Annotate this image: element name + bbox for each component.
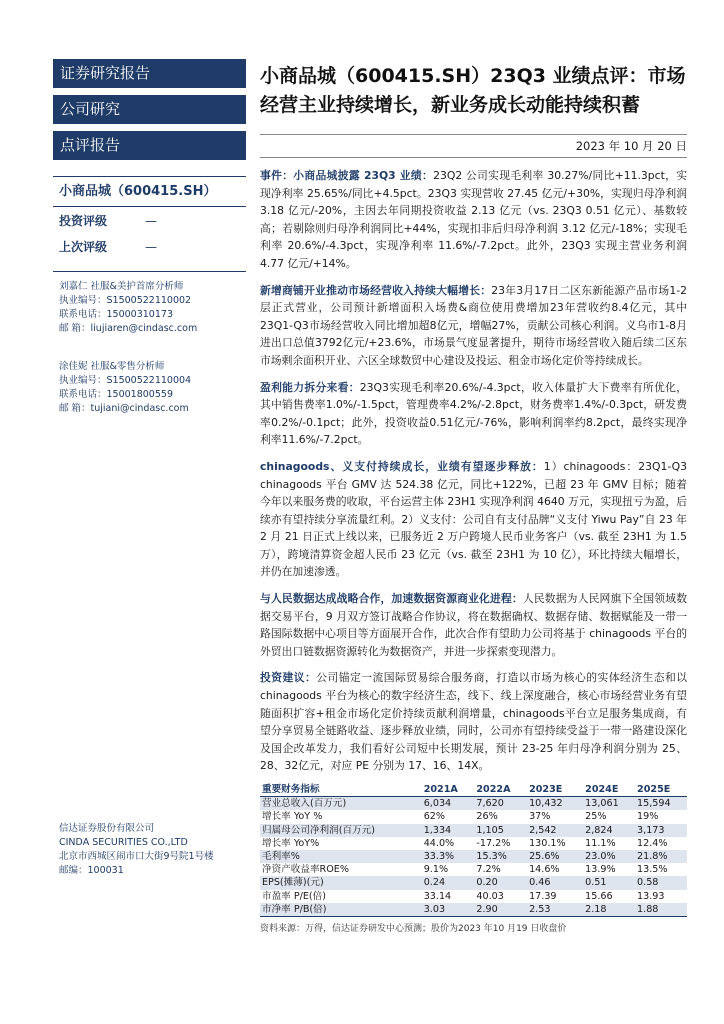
firm-name-en: CINDA SECURITIES CO.,LTD — [59, 837, 188, 848]
table-header-cell: 2025E — [635, 783, 687, 797]
table-cell: 23.0% — [583, 850, 635, 863]
table-cell: 1,334 — [422, 824, 475, 837]
research-type-label: 公司研究 — [53, 95, 246, 124]
firm-address: 北京市西城区闹市口大街9号院1号楼 — [59, 851, 214, 862]
paragraph-heading: 投资建议： — [260, 671, 317, 685]
table-cell: 增长率 YoY% — [262, 837, 320, 849]
table-cell: 2,824 — [583, 824, 635, 837]
firm-postcode: 邮编：100031 — [59, 865, 124, 876]
paragraph-heading: 盈利能力拆分来看： — [260, 380, 360, 394]
table-row — [260, 876, 687, 889]
table-cell: 11.1% — [585, 837, 616, 849]
table-cell: 归属母公司净利润(百万元) — [260, 824, 422, 837]
table-cell: 37% — [529, 811, 551, 823]
analyst-2-email: 邮 箱：tujiani@cindasc.com — [59, 403, 189, 414]
table-row — [260, 824, 687, 837]
paragraph-event — [260, 167, 687, 273]
table-cell: 13.93 — [637, 890, 665, 902]
table-header-cell: 2021A — [422, 783, 475, 797]
table-cell: 10,432 — [527, 797, 583, 811]
firm-info — [59, 822, 214, 878]
paragraph-profitability — [260, 379, 687, 449]
table-cell: 13.9% — [585, 864, 616, 876]
table-cell: 14.6% — [529, 864, 560, 876]
table-cell: 13,061 — [583, 797, 635, 811]
company-name: 小商品城（600415.SH） — [53, 176, 246, 207]
table-cell: 3,173 — [635, 824, 687, 837]
report-date: 2023 年 10 月 20 日 — [260, 134, 687, 158]
paragraph-chinagoods — [260, 458, 687, 581]
financial-table — [260, 783, 687, 917]
table-cell: 40.03 — [476, 890, 504, 902]
table-cell: 2,542 — [527, 824, 583, 837]
paragraph-data-cooperation — [260, 590, 687, 660]
table-cell: 25% — [585, 811, 607, 823]
main-content — [260, 62, 687, 934]
paragraph-text: 23年3月17日二区东新能源产品市场1-2层正式营业，公司预计新增面积入场费&商位使用费增加23年营收约8.4亿元，其中23Q1-Q3市场经营收入同比增加超8亿元，增幅27%，贡献公司核心利润。义乌市1-8月进出口总值3792亿元/+23.6%，市场景气度显著提升，期待市场经营收入随后续二区东市场剩余面积开业、六区全球数贸中心建设及投运、租金市场化定价等持续成长。 — [260, 283, 687, 367]
paragraph-text: 1）chinagoods：23Q1-Q3 chinagoods 平台 GMV 达 524.38 亿元，同比+122%，已超 23 年 GMV 目标；随着今年以来服务费的收取，平台运营主体 23H1 实现净利润 4640 万元，实现扭亏为盈，后续亦有望持续分享流量红利。2）义支付：公司自有支付品牌“义支付 Yiwu Pay”自 23 年 2 月 21 日正式上线以来，已服务近 2 万户跨境人民币业务客户（vs. 截至 23H1 为 1.5 万），跨境清算资金超人民币 23 亿元（vs. 截至 23H1 为 10 亿），环比持续大幅增长，并仍在加速渗透。 — [260, 459, 687, 579]
table-cell: 2.90 — [474, 903, 527, 917]
table-cell: 0.20 — [474, 876, 527, 889]
analyst-1 — [53, 272, 246, 336]
analyst-2-title: 涂佳妮 社服&零售分析师 — [59, 361, 165, 372]
table-cell: 0.46 — [527, 876, 583, 889]
table-cell: 净资产收益率ROE% — [262, 864, 349, 876]
table-row — [260, 810, 687, 823]
table-cell: EPS(摊薄)(元) — [260, 876, 422, 889]
table-cell: 17.39 — [529, 890, 557, 902]
table-cell: 0.51 — [583, 876, 635, 889]
table-cell: 62% — [423, 811, 446, 823]
paragraph-heading: 与人民数据达成战略合作，加速数据资源商业化进程： — [260, 592, 523, 606]
rating-label: 投资评级 — [59, 214, 108, 228]
table-row — [260, 837, 687, 850]
table-cell: 市盈率 P/E(倍) — [262, 890, 326, 902]
prev-rating-label: 上次评级 — [59, 240, 108, 254]
paragraph-market — [260, 282, 687, 370]
table-cell: 0.24 — [422, 876, 475, 889]
table-source-note: 资料来源：万得，信达证券研发中心预测；股价为2023 年10 月19 日收盘价 — [260, 924, 567, 935]
table-header-row — [260, 783, 687, 797]
table-header-cell: 2022A — [474, 783, 527, 797]
table-cell: 21.8% — [635, 850, 687, 863]
table-cell: 9.1% — [423, 864, 449, 876]
paragraph-investment-advice — [260, 669, 687, 775]
analyst-2 — [53, 336, 246, 416]
table-row — [260, 863, 687, 876]
analyst-1-license: 执业编号：S1500522110002 — [59, 295, 192, 306]
report-title: 小商品城（600415.SH）23Q3 业绩点评：市场经营主业持续增长，新业务成长动能持续积蓄 — [260, 65, 686, 116]
paragraph-heading: 新增商铺开业推动市场经营收入持续大幅增长： — [260, 283, 492, 297]
table-cell: 26% — [476, 811, 498, 823]
table-cell: 19% — [637, 811, 659, 823]
table-cell: 1.88 — [635, 903, 687, 917]
report-type-label: 证券研究报告 — [53, 59, 246, 88]
table-row — [260, 797, 687, 811]
table-cell: 7,620 — [474, 797, 527, 811]
table-cell: 15.66 — [585, 890, 613, 902]
table-header-cell: 2024E — [583, 783, 635, 797]
table-cell: 44.0% — [423, 837, 455, 849]
table-cell: 1,105 — [474, 824, 527, 837]
paragraph-text: 23Q3实现毛利率20.6%/-4.3pct，收入体量扩大下费率有所优化，其中销售费率1.0%/-1.5pct，管理费率4.2%/-2.8pct，财务费率1.4%/-0.3pct，研发费率0.2%/-0.1pct；此外，投资收益0.51亿元/-76%，影响利润率约8.2pct，最终实现净利率11.6%/-7.2pct。 — [260, 380, 687, 447]
sidebar — [53, 59, 246, 416]
analyst-2-license: 执业编号：S1500522110004 — [59, 375, 192, 386]
paragraph-text: 人民数据为人民网旗下全国领域数据交易平台，9 月双方签订战略合作协议，将在数据确权、数据存储、数据赋能及一带一路国际数据中心项目等方面展开合作，此次合作有望助力公司将基于 chinagoods 平台的外贸出口链数据资源转化为数据资产，并进一步探索变现潜力。 — [260, 592, 688, 658]
paragraph-text: 23Q2 公司实现毛利率 30.27%/同比+11.3pct，实现净利率 25.65%/同比+4.5pct。23Q3 实现营收 27.45 亿元/+30%，实现归母净利润 3.18 亿元/-20%，主因去年同期投资收益 2.13 亿元（vs. 23Q3 0.51 亿元）、基数较高；若剔除则归母净利润同比+44%，实现扣非后归母净利润 3.12 亿元/-18%；实现毛利率 20.6%/-4.3pct，实现净利率 11.6%/-7.2pct。此外，23Q3 实现主营业务利润 4.77 亿元/+14%。 — [260, 169, 688, 270]
previous-rating — [53, 235, 246, 259]
table-cell: 7.2% — [476, 864, 501, 876]
table-cell: 营业总收入(百万元) — [260, 797, 422, 811]
analyst-1-email: 邮 箱：liujiaren@cindasc.com — [59, 323, 198, 334]
table-cell: 13.5% — [637, 864, 668, 876]
table-header-cell: 重要财务指标 — [260, 783, 422, 797]
paragraph-heading: 事件：小商品城披露 23Q3 业绩： — [260, 169, 434, 182]
analyst-1-title: 刘嘉仁 社服&美护首席分析师 — [59, 281, 184, 292]
analyst-2-phone: 联系电话：15001800559 — [59, 389, 173, 400]
table-cell: 2.53 — [527, 903, 583, 917]
firm-name: 信达证券股份有限公司 — [59, 823, 155, 834]
table-header-cell: 2023E — [527, 783, 583, 797]
paragraph-heading: chinagoods、义支付持续成长，业绩有望逐步释放： — [260, 459, 544, 473]
table-cell: 2.18 — [583, 903, 635, 917]
investment-rating — [53, 209, 246, 233]
paragraph-text: 公司锚定一流国际贸易综合服务商，打造以市场为核心的实体经济生态和以 chinagoods 平台为核心的数字经济生态，线下、线上深度融合，核心市场经营业务有望随面积扩容+租金市场化定价持续贡献利润增量，chinagoods平台立足服务集成商，有望分享贸易全链路收益、逐步释放业绩，同时，公司亦有望持续受益于一带一路建设深化及国企改革发力，我们看好公司短中长期发展，预计 23-25 年归母净利润分别为 25、28、32亿元，对应 PE 分别为 17、16、14X。 — [260, 671, 688, 773]
analyst-1-phone: 联系电话：15000310173 — [59, 309, 173, 320]
table-cell: 12.4% — [637, 837, 668, 849]
rating-value: — — [145, 214, 157, 228]
table-cell: -17.2% — [476, 837, 511, 849]
table-row — [260, 890, 687, 903]
table-cell: 33.3% — [422, 850, 475, 863]
table-cell: 0.58 — [635, 876, 687, 889]
table-cell: 3.03 — [422, 903, 475, 917]
prev-rating-value: — — [145, 240, 157, 254]
table-cell: 15,594 — [635, 797, 687, 811]
report-category-label: 点评报告 — [53, 131, 246, 160]
table-cell: 33.14 — [423, 890, 452, 902]
table-cell: 增长率 YoY % — [262, 811, 323, 823]
table-cell: 毛利率% — [260, 850, 422, 863]
table-cell: 15.3% — [474, 850, 527, 863]
table-cell: 25.6% — [527, 850, 583, 863]
table-row — [260, 850, 687, 863]
table-cell: 130.1% — [529, 837, 566, 849]
table-row — [260, 903, 687, 917]
table-cell: 市净率 P/B(倍) — [260, 903, 422, 917]
table-cell: 6,034 — [422, 797, 475, 811]
